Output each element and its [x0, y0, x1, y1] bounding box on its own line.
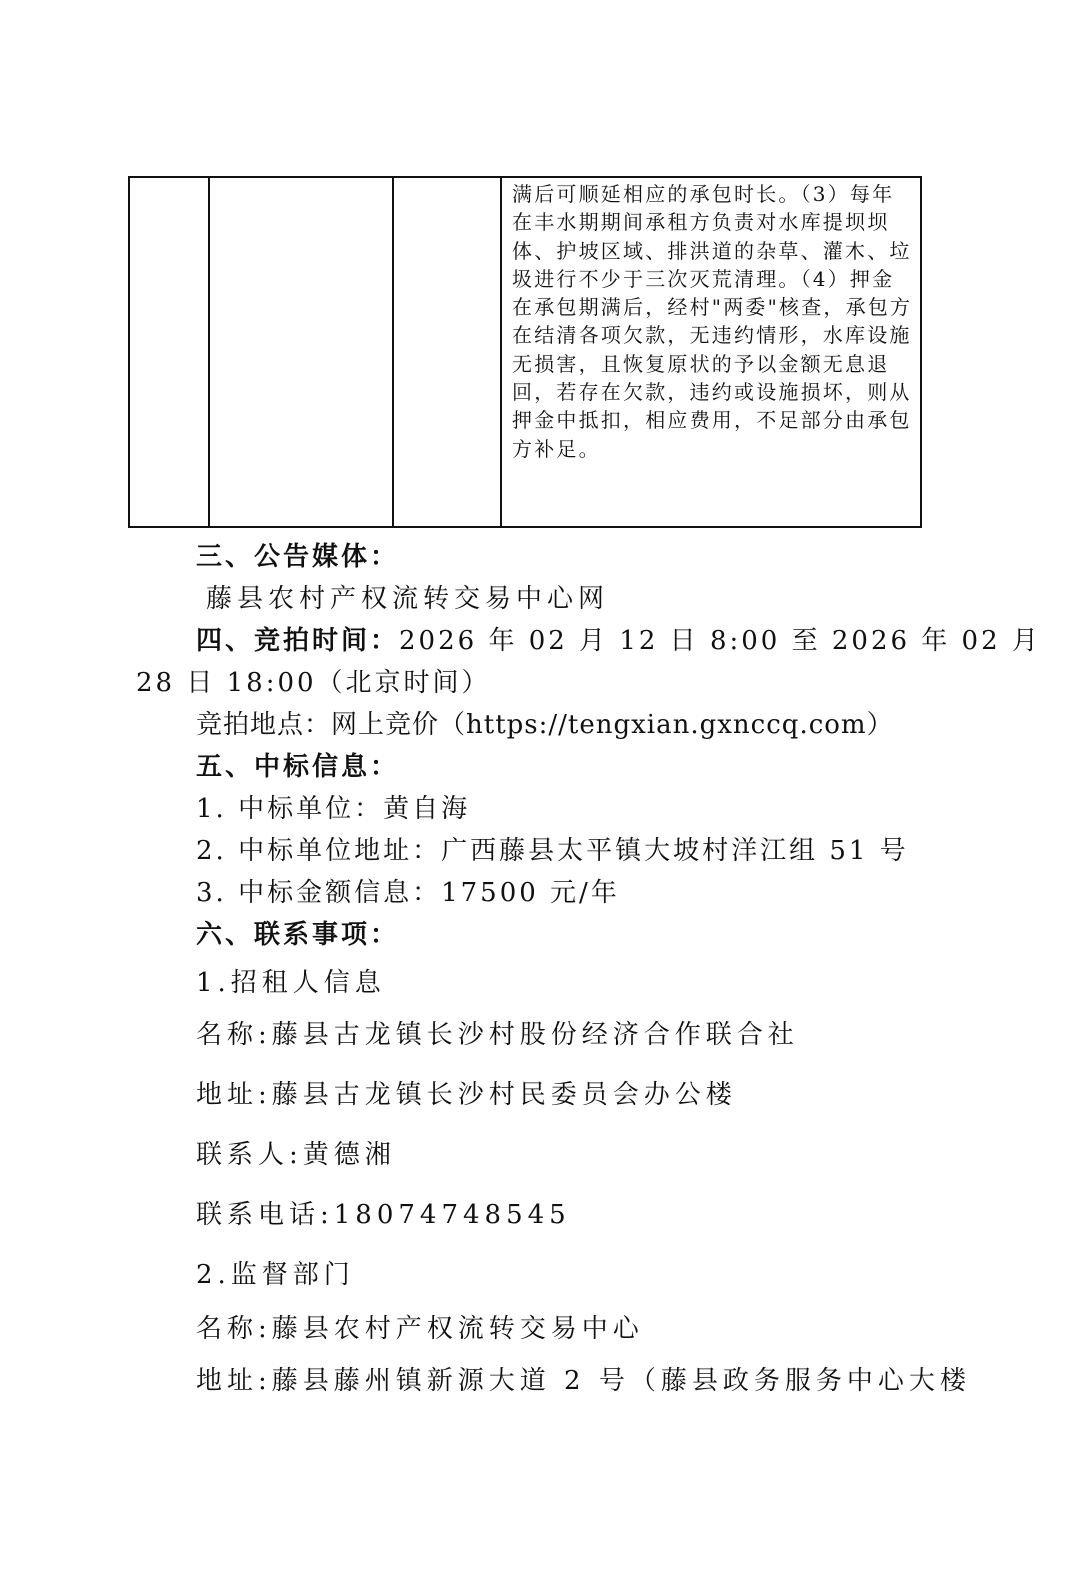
supervisor-address: 地址:藤县藤州镇新源大道 2 号（藤县政务服务中心大楼 — [196, 1366, 971, 1396]
auction-time-line — [196, 620, 1041, 657]
auction-location: 竞拍地点：网上竞价（https://tengxian.gxnccq.com） — [196, 710, 894, 740]
winner-amount: 3. 中标金额信息：17500 元/年 — [196, 878, 620, 908]
lessor-name: 名称:藤县古龙镇长沙村股份经济合作联合社 — [196, 1020, 799, 1050]
lessor-phone: 联系电话:18074748545 — [196, 1200, 571, 1230]
section-heading-contact: 六、联系事项： — [196, 920, 400, 950]
supervisor-name: 名称:藤县农村产权流转交易中心 — [196, 1314, 644, 1344]
section-heading-auction-time: 四、竞拍时间： — [196, 626, 400, 656]
table-continuation — [128, 176, 922, 528]
table-cell-requirements: 满后可顺延相应的承包时长。（3）每年在丰水期期间承租方负责对水库提坝坝体、护坡区域、排洪道的杂草、灌木、垃圾进行不少于三次灭荒清理。（4）押金在承包期满后，经村"两委"核查，承包方在结清各项欠款，无违约情形，水库设施无损害，且恢复原状的予以金额无息退回，若存在欠款，违约或设施损坏，则从押金中抵扣，相应费用，不足部分由承包方补足。 — [512, 182, 913, 461]
winner-address: 2. 中标单位地址：广西藤县太平镇大坡村洋江组 51 号 — [196, 836, 909, 866]
section-heading-winner: 五、中标信息： — [196, 752, 400, 782]
lessor-title: 1.招租人信息 — [196, 968, 386, 998]
winner-unit: 1. 中标单位：黄自海 — [196, 794, 471, 824]
table-column-divider — [392, 178, 394, 526]
auction-time-text-cont: 28 日 18:00（北京时间） — [136, 668, 491, 698]
section-heading-media: 三、公告媒体： — [196, 542, 400, 572]
table-column-divider — [208, 178, 210, 526]
supervisor-title: 2.监督部门 — [196, 1260, 355, 1290]
lessor-contact-person: 联系人:黄德湘 — [196, 1140, 396, 1170]
media-text: 藤县农村产权流转交易中心网 — [206, 584, 610, 614]
auction-time-text: 2026 年 02 月 12 日 8:00 至 2026 年 02 月 — [399, 626, 1041, 656]
lessor-address: 地址:藤县古龙镇长沙村民委员会办公楼 — [196, 1080, 737, 1110]
table-column-divider — [500, 178, 502, 526]
